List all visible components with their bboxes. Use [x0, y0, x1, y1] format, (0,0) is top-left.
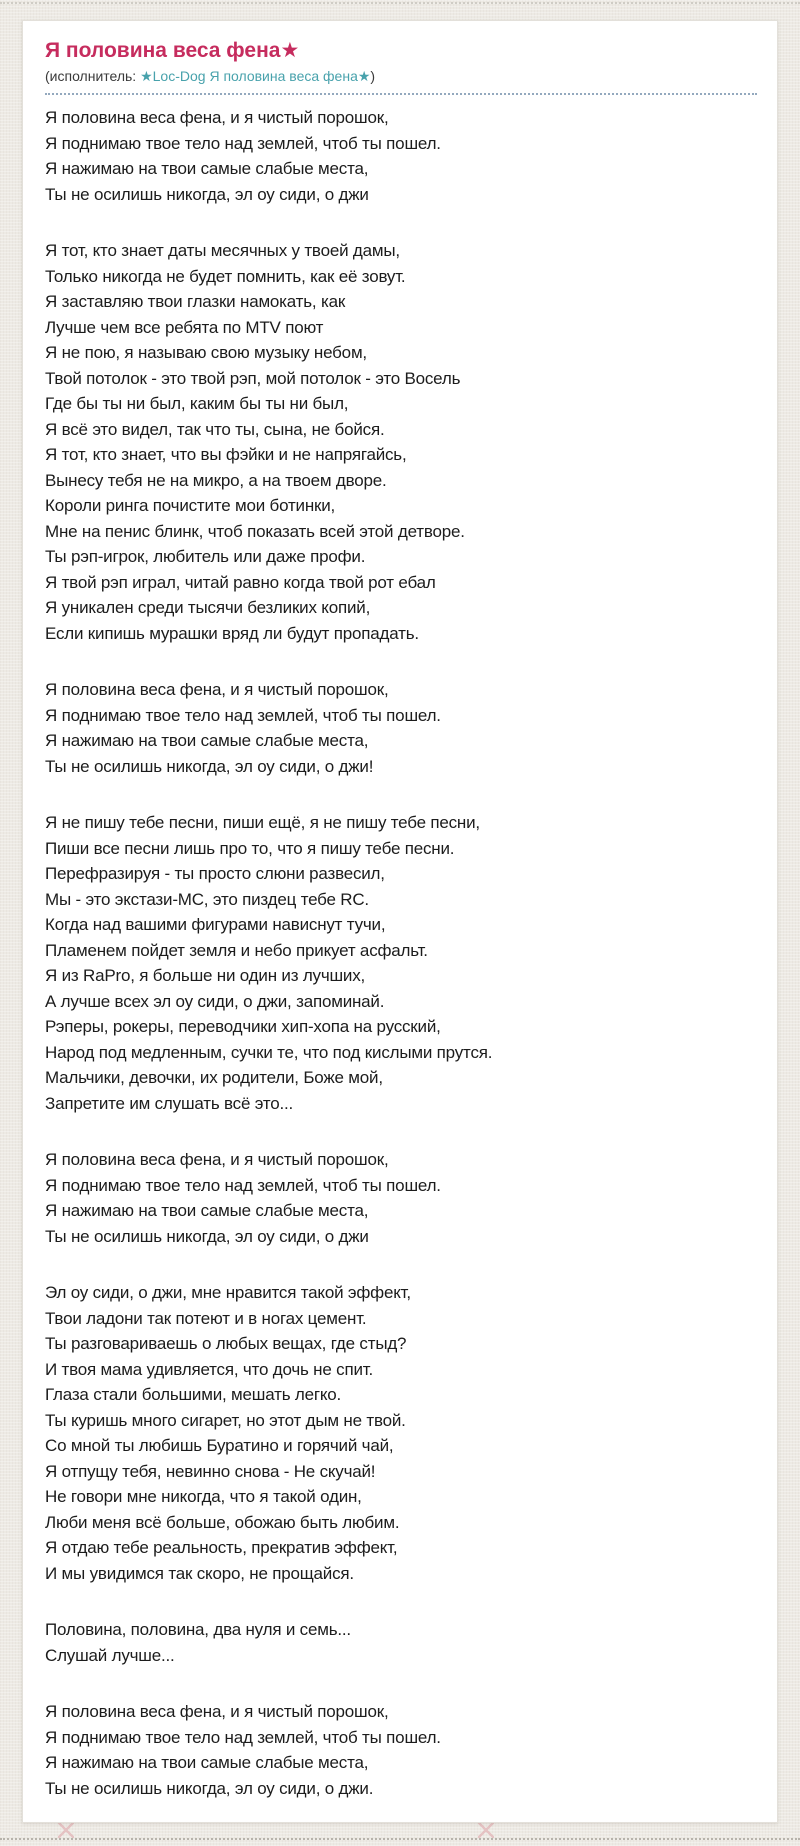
stanza: Я половина веса фена, и я чистый порошок, Я поднимаю твое тело над землей, чтоб ты пошел. Я нажимаю на твои самые слабые места, Ты не осилишь никогда, эл оу сиди, о джи! — [45, 680, 441, 776]
stanza: Эл оу сиди, о джи, мне нравится такой эффект, Твои ладони так потеют и в ногах цемент. Ты разговариваешь о любых вещах, где стыд? И твоя мама удивляется, что дочь не спит. Глаза стали большими, мешать легко. Ты куришь много сигарет, но этот дым не твой. Со мной ты любишь Буратино и горячий чай, Я отпущу тебя, невинно снова - Не скучай! Не говори мне никогда, что я такой один, Люби меня всё больше, обожаю быть любим. Я отдаю тебе реальность, прекратив эффект, И мы увидимся так скоро, не прощайся. — [45, 1283, 411, 1583]
top-dotted-divider — [0, 2, 800, 4]
stitch-x-mark — [478, 1822, 494, 1838]
stanza: Я не пишу тебе песни, пиши ещё, я не пишу тебе песни, Пиши все песни лишь про то, что я пишу тебе песни. Перефразируя - ты просто слюни развесил, Мы - это экстази-MC, это пиздец тебе RC. Когда над вашими фигурами нависнут тучи, Пламенем пойдет земля и небо прикует асфальт. Я из RaPro, я больше ни один из лучших, А лучше всех эл оу сиди, о джи, запоминай. Рэперы, рокеры, переводчики хип-хопа на русский, Народ под медленным, сучки те, что под кислыми прутся. Мальчики, девочки, их родители, Боже мой, Запретите им слушать всё это... — [45, 813, 493, 1113]
artist-line — [45, 68, 757, 85]
header-divider — [45, 93, 757, 95]
lyrics-text — [45, 105, 757, 1801]
lyrics-card — [22, 20, 778, 1823]
stanza: Я половина веса фена, и я чистый порошок, Я поднимаю твое тело над землей, чтоб ты пошел. Я нажимаю на твои самые слабые места, Ты не осилишь никогда, эл оу сиди, о джи — [45, 108, 441, 204]
page-title: Я половина веса фена★ — [45, 39, 300, 62]
bottom-dotted-divider — [0, 1838, 800, 1840]
artist-link[interactable]: ★Loc-Dog Я половина веса фена★ — [140, 68, 371, 84]
stanza: Половина, половина, два нуля и семь... Слушай лучше... — [45, 1620, 351, 1665]
stanza: Я половина веса фена, и я чистый порошок, Я поднимаю твое тело над землей, чтоб ты пошел. Я нажимаю на твои самые слабые места, Ты не осилишь никогда, эл оу сиди, о джи — [45, 1150, 441, 1246]
stitch-x-mark — [58, 1822, 74, 1838]
stanza: Я тот, кто знает даты месячных у твоей дамы, Только никогда не будет помнить, как её зовут. Я заставляю твои глазки намокать, как Лучше чем все ребята по MTV поют Я не пою, я называю свою музыку небом, Твой потолок - это твой рэп, мой потолок - это Восель Где бы ты ни был, каким бы ты ни был, Я всё это видел, так что ты, сына, не бойся. Я тот, кто знает, что вы фэйки и не напрягайсь, Вынесу тебя не на микро, а на твоем дворе. Короли ринга почистите мои ботинки, Мне на пенис блинк, чтоб показать всей этой детворе. Ты рэп-игрок, любитель или даже профи. Я твой рэп играл, читай равно когда твой рот ебал Я уникален среди тысячи безликих копий, Если кипишь мурашки вряд ли будут пропадать. — [45, 241, 465, 643]
artist-suffix: ) — [370, 68, 376, 84]
artist-prefix: (исполнитель: — [45, 68, 141, 84]
stanza: Я половина веса фена, и я чистый порошок, Я поднимаю твое тело над землей, чтоб ты пошел. Я нажимаю на твои самые слабые места, Ты не осилишь никогда, эл оу сиди, о джи. — [45, 1702, 441, 1798]
